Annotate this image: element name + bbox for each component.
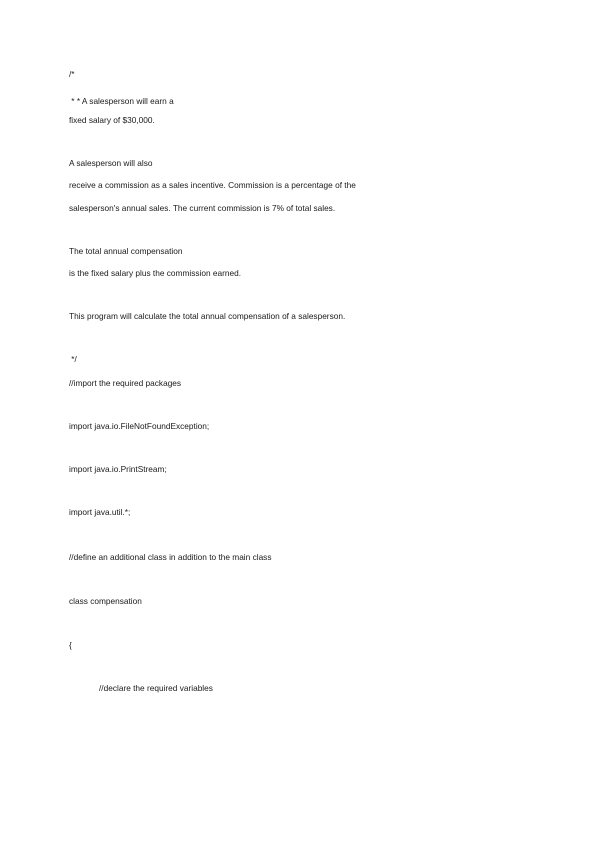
comment-line-total-detail: is the fixed salary plus the commission earned. bbox=[69, 268, 242, 278]
class-declaration: class compensation bbox=[69, 596, 142, 606]
comment-import-packages: //import the required packages bbox=[69, 378, 182, 388]
import-printstream: import java.io.PrintStream; bbox=[69, 464, 167, 474]
comment-close: */ bbox=[69, 354, 77, 364]
comment-declare-variables: //declare the required variables bbox=[99, 683, 213, 693]
comment-line-program-purpose: This program will calculate the total annual compensation of a salesperson. bbox=[69, 311, 346, 321]
import-util: import java.util.*; bbox=[69, 507, 131, 517]
comment-line-commission-intro: A salesperson will also bbox=[69, 158, 153, 168]
comment-line-total-intro: The total annual compensation bbox=[69, 246, 183, 256]
class-open-brace: { bbox=[69, 640, 72, 650]
comment-line-commission-rate: salesperson's annual sales. The current commission is 7% of total sales. bbox=[69, 203, 336, 213]
comment-line-commission-detail: receive a commission as a sales incentive. Commission is a percentage of the bbox=[69, 180, 356, 190]
comment-define-class: //define an additional class in addition to the main class bbox=[69, 552, 272, 562]
comment-line-salary-intro: * * A salesperson will earn a bbox=[69, 96, 174, 106]
comment-line-fixed-salary: fixed salary of $30,000. bbox=[69, 115, 155, 125]
import-filenotfound: import java.io.FileNotFoundException; bbox=[69, 421, 210, 431]
comment-open: /* bbox=[69, 69, 75, 79]
